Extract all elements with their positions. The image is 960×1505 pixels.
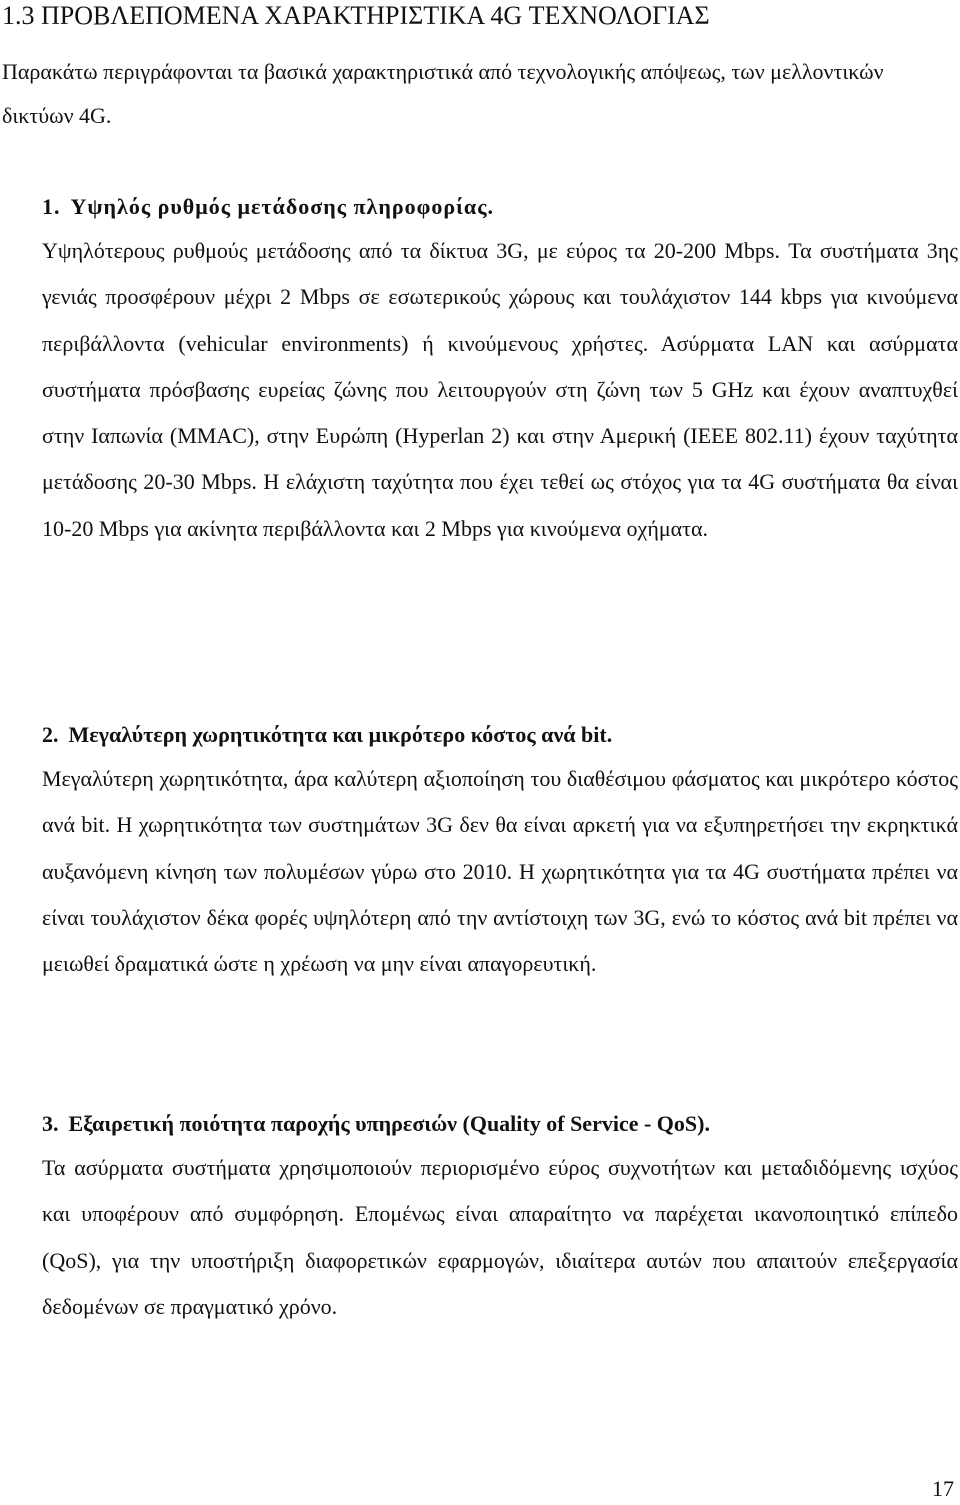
section-title-text: Υψηλός ρυθμός μετάδοσης πληροφορίας. xyxy=(70,194,494,219)
section-body: Τα ασύρματα συστήματα χρησιμοποιούν περιορισμένο εύρος συχνοτήτων και μεταδιδόμενης ισχύος και υποφέρουν από συμφόρηση. Επομένως είναι απαραίτητο να παρέχεται ικανοποιητικό επίπεδο (QoS), για την υποστήριξη διαφορετικών εφαρμογών, ιδιαίτερα αυτών που απαιτούν επεξεργασία δεδομένων σε πραγματικό χρόνο. xyxy=(42,1155,958,1319)
section-heading: 1.3 ΠΡΟΒΛΕΠΟΜΕΝΑ ΧΑΡΑΚΤΗΡΙΣΤΙΚΑ 4G ΤΕΧΝΟΛΟΓΙΑΣ xyxy=(2,1,710,30)
section-qos xyxy=(42,1103,958,1330)
section-title xyxy=(42,186,958,228)
section-title-text: Μεγαλύτερη χωρητικότητα και μικρότερο κόστος ανά bit. xyxy=(68,722,613,747)
section-body: Μεγαλύτερη χωρητικότητα, άρα καλύτερη αξιοποίηση του διαθέσιμου φάσματος και μικρότερο κόστος ανά bit. Η χωρητικότητα των συστημάτων 3G δεν θα είναι αρκετή για να εξυπηρετήσει την εκρηκτικά αυξανόμενη κίνηση των πολυμέσων γύρω στο 2010. Η χωρητικότητα για τα 4G συστήματα πρέπει να είναι τουλάχιστον δέκα φορές υψηλότερη από την αντίστοιχη των 3G, ενώ το κόστος ανά bit πρέπει να μειωθεί δραματικά ώστε η χρέωση να μην είναι απαγορευτική. xyxy=(42,766,958,977)
page-number: 17 xyxy=(932,1476,954,1501)
section-number: 1. xyxy=(42,194,61,219)
section-body: Υψηλότερους ρυθμούς μετάδοσης από τα δίκτυα 3G, με εύρος τα 20-200 Mbps. Τα συστήματα 3ης γενιάς προσφέρουν μέχρι 2 Mbps σε εσωτερικούς χώρους και τουλάχιστον 144 kbps για κινούμενα περιβάλλοντα (vehicular environments) ή κινούμενους χρήστες. Ασύρματα LAN και ασύρματα συστήματα πρόσβασης ευρείας ζώνης που λειτουργούν στη ζώνη των 5 GHz και έχουν αναπτυχθεί στην Ιαπωνία (MMAC), στην Ευρώπη (Hyperlan 2) και στην Αμερική (IEEE 802.11) έχουν ταχύτητα μετάδοσης 20-30 Mbps. Η ελάχιστη ταχύτητα που έχει τεθεί ως στόχος για τα 4G συστήματα θα είναι 10-20 Mbps για ακίνητα περιβάλλοντα και 2 Mbps για κινούμενα οχήματα. xyxy=(42,238,958,541)
section-capacity-cost xyxy=(42,714,958,987)
section-number: 2. xyxy=(42,722,59,747)
section-high-data-rate xyxy=(42,186,958,552)
section-title xyxy=(42,1103,958,1145)
intro-paragraph: Παρακάτω περιγράφονται τα βασικά χαρακτηριστικά από τεχνολογικής απόψεως, των μελλοντικών δικτύων 4G. xyxy=(2,59,884,128)
section-title xyxy=(42,714,958,756)
section-number: 3. xyxy=(42,1111,59,1136)
section-title-text: Εξαιρετική ποιότητα παροχής υπηρεσιών (Quality of Service - QoS). xyxy=(68,1111,710,1136)
